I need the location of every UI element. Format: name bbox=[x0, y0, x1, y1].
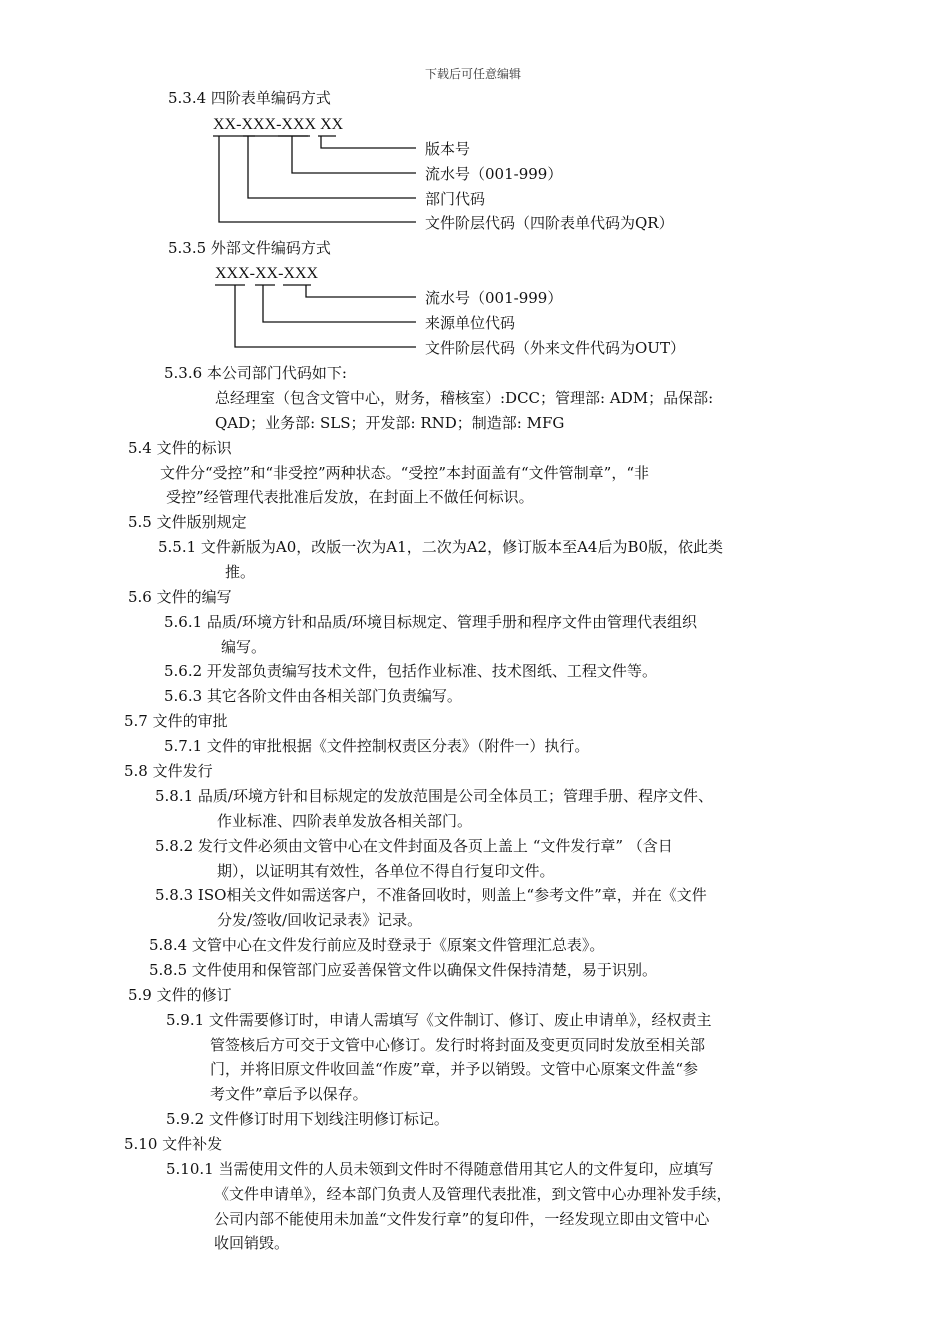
body-line: 5.5.1 文件新版为A0，改版一次为A1，二次为A2，修订版本至A4后为B0版，依此类 bbox=[158, 538, 724, 556]
body-line: 5.8.1 品质/环境方针和目标规定的发放范围是公司全体员工；管理手册、程序文件、 bbox=[155, 787, 713, 805]
section-heading-5-4: 5.4 文件的标识 bbox=[128, 439, 232, 457]
code-pattern-external: XXX-XX-XXX bbox=[215, 265, 319, 282]
label-source-unit: 来源单位代码 bbox=[425, 314, 516, 332]
body-line: QAD；业务部: SLS；开发部: RND；制造部: MFG bbox=[215, 414, 565, 432]
body-line: 收回销毁。 bbox=[214, 1234, 290, 1252]
section-heading-5-8: 5.8 文件发行 bbox=[124, 762, 213, 780]
body-line: 5.8.2 发行文件必须由文管中心在文件封面及各页上盖上 “文件发行章” （含日 bbox=[155, 837, 673, 855]
section-heading-5-9: 5.9 文件的修订 bbox=[128, 986, 232, 1004]
body-line: 文件分“受控”和“非受控”两种状态。“受控”本封面盖有“文件管制章”，“非 bbox=[160, 464, 650, 482]
body-line: 考文件”章后予以保存。 bbox=[210, 1085, 368, 1103]
body-line: 分发/签收/回收记录表》记录。 bbox=[217, 911, 423, 929]
code-pattern-form: XX-XXX-XXX XX bbox=[213, 116, 344, 133]
body-line: 5.8.3 ISO相关文件如需送客户，不准备回收时，则盖上“参考文件”章，并在《文件 bbox=[155, 886, 707, 904]
section-heading-5-7: 5.7 文件的审批 bbox=[124, 712, 228, 730]
label-serial: 流水号（001-999） bbox=[425, 165, 563, 183]
body-line: 5.6.2 开发部负责编写技术文件，包括作业标准、技术图纸、工程文件等。 bbox=[164, 662, 657, 680]
section-heading-5-3-5: 5.3.5 外部文件编码方式 bbox=[168, 239, 331, 257]
label-version: 版本号 bbox=[425, 140, 471, 158]
body-line: 推。 bbox=[225, 563, 256, 581]
body-line: 受控”经管理代表批准后发放，在封面上不做任何标识。 bbox=[166, 488, 534, 506]
body-line: 《文件申请单》，经本部门负责人及管理代表批准，到文管中心办理补发手续， bbox=[214, 1185, 732, 1203]
label-dept-code: 部门代码 bbox=[425, 190, 486, 208]
label-tier-code: 文件阶层代码（四阶表单代码为QR） bbox=[425, 214, 674, 232]
section-heading-5-3-6: 5.3.6 本公司部门代码如下: bbox=[164, 364, 347, 382]
body-line: 总经理室（包含文管中心，财务，稽核室）:DCC；管理部: ADM；品保部: bbox=[215, 389, 714, 407]
body-line: 5.6.3 其它各阶文件由各相关部门负责编写。 bbox=[164, 687, 462, 705]
body-line: 期），以证明其有效性，各单位不得自行复印文件。 bbox=[217, 862, 555, 880]
body-line: 公司内部不能使用未加盖“文件发行章”的复印件，一经发现立即由文管中心 bbox=[214, 1210, 710, 1228]
label-tier-code-external: 文件阶层代码（外来文件代码为OUT） bbox=[425, 339, 685, 357]
section-heading-5-5: 5.5 文件版别规定 bbox=[128, 513, 247, 531]
body-line: 管签核后方可交于文管中心修订。发行时将封面及变更页同时发放至相关部 bbox=[210, 1036, 706, 1054]
body-line: 5.10.1 当需使用文件的人员未领到文件时不得随意借用其它人的文件复印，应填写 bbox=[166, 1160, 714, 1178]
page-header: 下载后可任意编辑 bbox=[425, 67, 522, 81]
body-line: 5.8.4 文管中心在文件发行前应及时登录于《原案文件管理汇总表》。 bbox=[149, 936, 605, 954]
section-heading-5-10: 5.10 文件补发 bbox=[124, 1135, 223, 1153]
section-heading-5-6: 5.6 文件的编写 bbox=[128, 588, 232, 606]
label-serial-external: 流水号（001-999） bbox=[425, 289, 563, 307]
body-line: 作业标准、四阶表单发放各相关部门。 bbox=[217, 812, 473, 830]
section-heading-5-3-4: 5.3.4 四阶表单编码方式 bbox=[168, 89, 331, 107]
body-line: 5.6.1 品质/环境方针和品质/环境目标规定、管理手册和程序文件由管理代表组织 bbox=[164, 613, 698, 631]
body-line: 编写。 bbox=[221, 638, 267, 656]
body-line: 5.7.1 文件的审批根据《文件控制权责区分表》（附件一）执行。 bbox=[164, 737, 590, 755]
body-line: 5.8.5 文件使用和保管部门应妥善保管文件以确保文件保持清楚，易于识别。 bbox=[149, 961, 657, 979]
body-line: 5.9.1 文件需要修订时，申请人需填写《文件制订、修订、废止申请单》，经权责主 bbox=[166, 1011, 712, 1029]
body-line: 5.9.2 文件修订时用下划线注明修订标记。 bbox=[166, 1110, 449, 1128]
body-line: 门，并将旧原文件收回盖“作废”章，并予以销毁。文管中心原案文件盖“参 bbox=[210, 1060, 699, 1078]
